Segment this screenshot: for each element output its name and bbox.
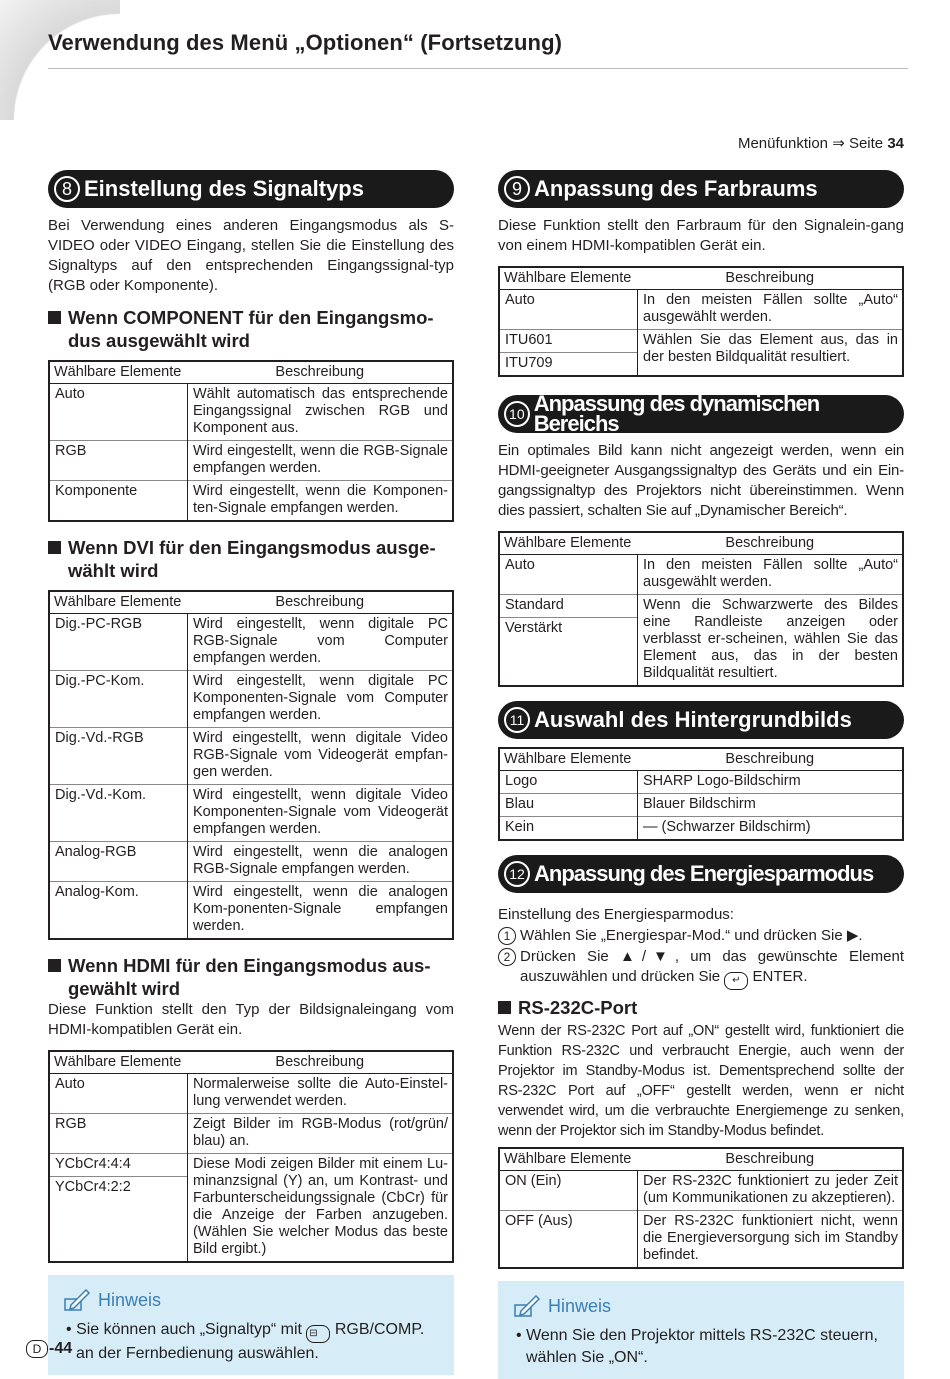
rs232c-table [498,1147,904,1269]
hint-title-text: Hinweis [98,1290,162,1310]
step-number-badge: 1 [498,927,516,945]
table-cell-desc: Wird eingestellt, wenn die analogen Kom-ponenten-Signale empfangen werden. [188,882,454,940]
component-table [48,360,454,522]
table-cell-item: Analog-Kom. [49,882,188,940]
table-cell-item: Auto [499,290,638,330]
table-row [49,728,453,785]
hint-text-after: RGB/COMP. an der Fernbedienung auswählen. [76,1321,425,1362]
table-cell-desc: Zeigt Bilder im RGB-Modus (rot/grün/ blau) an. [188,1114,454,1154]
page-number-text: -44 [49,1340,73,1357]
section-title: Auswahl des Hintergrundbilds [534,707,852,732]
table-cell-item-2: ITU709 [500,352,637,372]
page-number [26,1340,72,1358]
table-cell-desc: SHARP Logo-Bildschirm [643,773,801,789]
table-cell-item: RGB [49,441,188,481]
table-cell-desc: Der RS-232C funktioniert zu jeder Zeit (um Kommunikationen zu akzeptieren). [643,1173,898,1206]
table-cell-item: Dig.-Vd.-RGB [49,728,188,785]
table-row [49,384,453,441]
table-cell-desc: In den meisten Fällen sollte „Auto“ ausgewählt werden. [643,557,898,590]
table-cell-desc: Wird eingestellt, wenn digitale PC RGB-Signale vom Computer empfangen werden. [193,616,448,666]
table-header-description: Beschreibung [638,267,904,290]
table-cell-desc: Wird eingestellt, wenn die RGB-Signale empfangen werden. [188,441,454,481]
section-number-badge: 10 [504,401,530,427]
hdmi-table [48,1050,454,1263]
table-cell-desc: — (Schwarzer Bildschirm) [638,817,904,841]
step-number-badge: 2 [498,948,516,966]
table-cell-desc: Wählt automatisch das entsprechende Eingangssignal zwischen RGB und Komponent aus. [193,386,448,436]
square-bullet-icon [498,1001,511,1014]
table-row [49,785,453,842]
square-bullet-icon [48,959,61,972]
table-row [49,1154,453,1263]
hint-title [512,1293,890,1319]
table-row [49,671,453,728]
section-title: Anpassung des Farbraums [534,176,818,201]
remote-key-icon: ⊟ [306,1325,330,1343]
table-header-items: Wählbare Elemente [499,1148,638,1171]
table-header-description: Beschreibung [638,1148,904,1171]
table-cell-item-2: YCbCr4:2:2 [50,1176,187,1196]
section-12-heading [498,855,904,893]
table-header-items: Wählbare Elemente [499,532,638,555]
step-2 [498,947,904,990]
table-cell-desc: Wenn die Schwarzwerte des Bildes eine Randleiste anzeigen oder verblasst er-scheinen, wählen Sie das Element aus, das in der besten Bildqualität resultiert. [638,595,904,687]
pencil-icon [62,1287,92,1313]
square-bullet-icon [48,311,61,324]
table-row [499,555,903,595]
step-1-text: Wählen Sie „Energiespar-Mod.“ und drücken Sie ▶. [520,927,863,944]
table-cell-item: OFF (Aus) [499,1211,638,1269]
dvi-subheading: Wenn DVI für den Eingangsmodus ausge-wählt wird [48,536,454,582]
table-cell-item: RGB [49,1114,188,1154]
step-1 [498,926,904,946]
enter-key-icon: ↵ [724,972,748,990]
table-row [49,882,453,940]
table-header-description: Beschreibung [188,591,454,614]
table-header-items: Wählbare Elemente [499,748,638,771]
table-cell-desc: Blauer Bildschirm [638,794,904,817]
rs232c-text: Wenn der RS-232C Port auf „ON“ gestellt wird, funktioniert die Funktion RS-232C und verbraucht Energie, auch wenn der Projektor im Standby-Modus ist. Dementsprechend sollte der RS-232C Port auf „OFF“ gestellt werden, wenn er nicht verwendet wird, um die verbrauchte Energiemenge zu senken, wenn der Projektor sich im Standby-Modus befindet. [498,1023,904,1139]
table-header-items: Wählbare Elemente [49,1051,188,1074]
right-arrow-icon: ▶. [846,927,863,944]
table-cell-item-2: Verstärkt [500,617,637,637]
hint-box-right [498,1281,904,1379]
section-number-badge: 12 [504,861,530,887]
table-row [49,1074,453,1114]
table-cell-item: Komponente [49,481,188,522]
corner-decoration [0,0,120,120]
table-cell-desc: Wählen Sie das Element aus, das in der besten Bildqualität resultiert. [638,330,904,377]
table-cell-desc: Wird eingestellt, wenn digitale Video RGB-Signale vom Videogerät empfan-gen werden. [188,728,454,785]
section-9-heading [498,170,904,208]
table-row [499,1171,903,1211]
pencil-icon [512,1293,542,1319]
table-cell-item: Logo [499,771,638,794]
colorspace-table [498,266,904,377]
menu-ref-page-label: Seite [848,135,884,152]
table-row [499,794,903,817]
table-cell-desc: In den meisten Fällen sollte „Auto“ ausgewählt werden. [643,292,898,325]
component-subheading: Wenn COMPONENT für den Eingangsmo-dus ausgewählt wird [48,306,454,352]
bullet: • [516,1327,522,1344]
table-cell-item-1: Standard [505,597,564,613]
menu-reference [738,134,904,152]
table-header-items: Wählbare Elemente [49,361,188,384]
table-cell-desc: Wird eingestellt, wenn die analogen RGB-Signale empfangen werden. [188,842,454,882]
hint-title [62,1287,440,1313]
arrow-icon: ⇒ [832,135,845,152]
table-cell-item: Kein [499,817,638,841]
section-number-badge: 11 [504,707,530,733]
section-10-intro: Ein optimales Bild kann nicht angezeigt werden, wenn ein HDMI-geeigneter Ausgangssignaltyp des Geräts und ein Ein-gangssignaltyp des Projektors nicht übereinstimmen. Wenn dies passiert, schalten Sie auf „Dynamischer Bereich“. [498,442,904,519]
right-column [498,170,904,1379]
page-title: Verwendung des Menü „Optionen“ (Fortsetzung) [48,30,563,55]
table-cell-item [499,330,638,377]
table-cell-item-1: YCbCr4:4:4 [55,1156,131,1172]
table-cell-desc: Normalerweise sollte die Auto-Einstel-lung verwendet werden. [193,1076,448,1109]
table-cell-item: Dig.-PC-RGB [49,614,188,671]
table-cell-item: Auto [49,1074,188,1114]
section-title: Anpassung des Energiesparmodus [534,861,874,886]
table-cell-item: Dig.-Vd.-Kom. [49,785,188,842]
table-row [499,771,903,794]
title-rule [48,68,908,69]
table-row [49,1114,453,1154]
hint-bullet [62,1319,440,1365]
table-cell-item: Dig.-PC-Kom. [49,671,188,728]
table-cell-item: Analog-RGB [49,842,188,882]
section-title: Anpassung des dynamischen Bereichs [533,391,820,436]
table-row [499,595,903,687]
table-cell-item [49,1154,188,1263]
section-8-intro: Bei Verwendung eines anderen Eingangsmodus als S-VIDEO oder VIDEO Eingang, stellen Sie die Einstellung des Signaltyps auf den entsprechenden Eingangssignal-typ (RGB oder Komponente). [48,217,454,294]
table-header-description: Beschreibung [638,748,904,771]
hdmi-intro: Diese Funktion stellt den Typ der Bildsignaleingang vom HDMI-kompatiblen Gerät ein. [48,1001,454,1038]
table-row [499,290,903,330]
dvi-table [48,590,454,940]
table-cell-desc: Wird eingestellt, wenn digitale PC Komponenten-Signale vom Computer empfangen werden. [188,671,454,728]
table-header-items: Wählbare Elemente [49,591,188,614]
hint-bullet [512,1325,890,1369]
hint-text: Wenn Sie den Projektor mittels RS-232C steuern, wählen Sie „ON“. [526,1327,878,1366]
table-row [499,1211,903,1269]
step-2-text: Drücken Sie ▲/▼, um das gewünschte Element auszuwählen und drücken Sie ↵ ENTER. [520,947,904,990]
section-12-intro: Einstellung des Energiesparmodus: [498,906,734,923]
square-bullet-icon [48,541,61,554]
section-11-heading [498,701,904,739]
table-cell-item [499,595,638,687]
table-row [49,441,453,481]
section-title: Einstellung des Signaltyps [84,176,364,201]
table-cell-item-1: ITU601 [505,332,553,348]
hdmi-subheading: Wenn HDMI für den Eingangsmodus aus-gewählt wird [48,954,454,1000]
background-table [498,747,904,841]
hint-title-text: Hinweis [548,1296,612,1316]
table-cell-desc: Wird eingestellt, wenn digitale Video Komponenten-Signale vom Videogerät empfangen werden. [188,785,454,842]
table-row [499,330,903,377]
table-header-description: Beschreibung [188,361,454,384]
menu-ref-text: Menüfunktion [737,135,829,152]
table-row [49,614,453,671]
menu-ref-page: 34 [887,135,904,152]
section-9-intro: Diese Funktion stellt den Farbraum für den Signalein-gang von einem HDMI-kompatiblen Gerät ein. [498,217,904,254]
table-row [49,842,453,882]
section-8-heading [48,170,454,208]
table-cell-item: Blau [499,794,638,817]
table-row [49,481,453,522]
table-header-description: Beschreibung [188,1051,454,1074]
table-cell-desc: Diese Modi zeigen Bilder mit einem Lu-minanzsignal (Y) an, um Kontrast- und Farbunterscheidungssignale (CbCr) für die Anzeige der Farben anzugeben. (Wählen Sie welcher Modus das beste Bild ergibt.) [188,1154,454,1263]
section-number-badge: 9 [504,176,530,202]
table-header-items: Wählbare Elemente [499,267,638,290]
table-cell-item: Auto [499,555,638,595]
table-header-description: Beschreibung [638,532,904,555]
hint-box-left [48,1275,454,1375]
table-cell-desc: Der RS-232C funktioniert nicht, wenn die Energieversorgung sich im Standby befindet. [638,1211,904,1269]
table-cell-item: ON (Ein) [499,1171,638,1211]
bullet: • [66,1321,72,1338]
page-prefix-badge: D [26,1340,48,1358]
table-cell-desc: Wird eingestellt, wenn die Komponen-ten-Signale empfangen werden. [188,481,454,522]
table-cell-item: Auto [49,384,188,441]
dynamic-range-table [498,531,904,687]
section-number-badge: 8 [54,176,80,202]
hint-text-before: Sie können auch „Signaltyp“ mit [76,1321,302,1338]
rs232c-subheading: RS-232C-Port [498,996,904,1019]
left-column [48,170,454,1375]
section-10-heading [498,391,904,436]
table-row [499,817,903,841]
